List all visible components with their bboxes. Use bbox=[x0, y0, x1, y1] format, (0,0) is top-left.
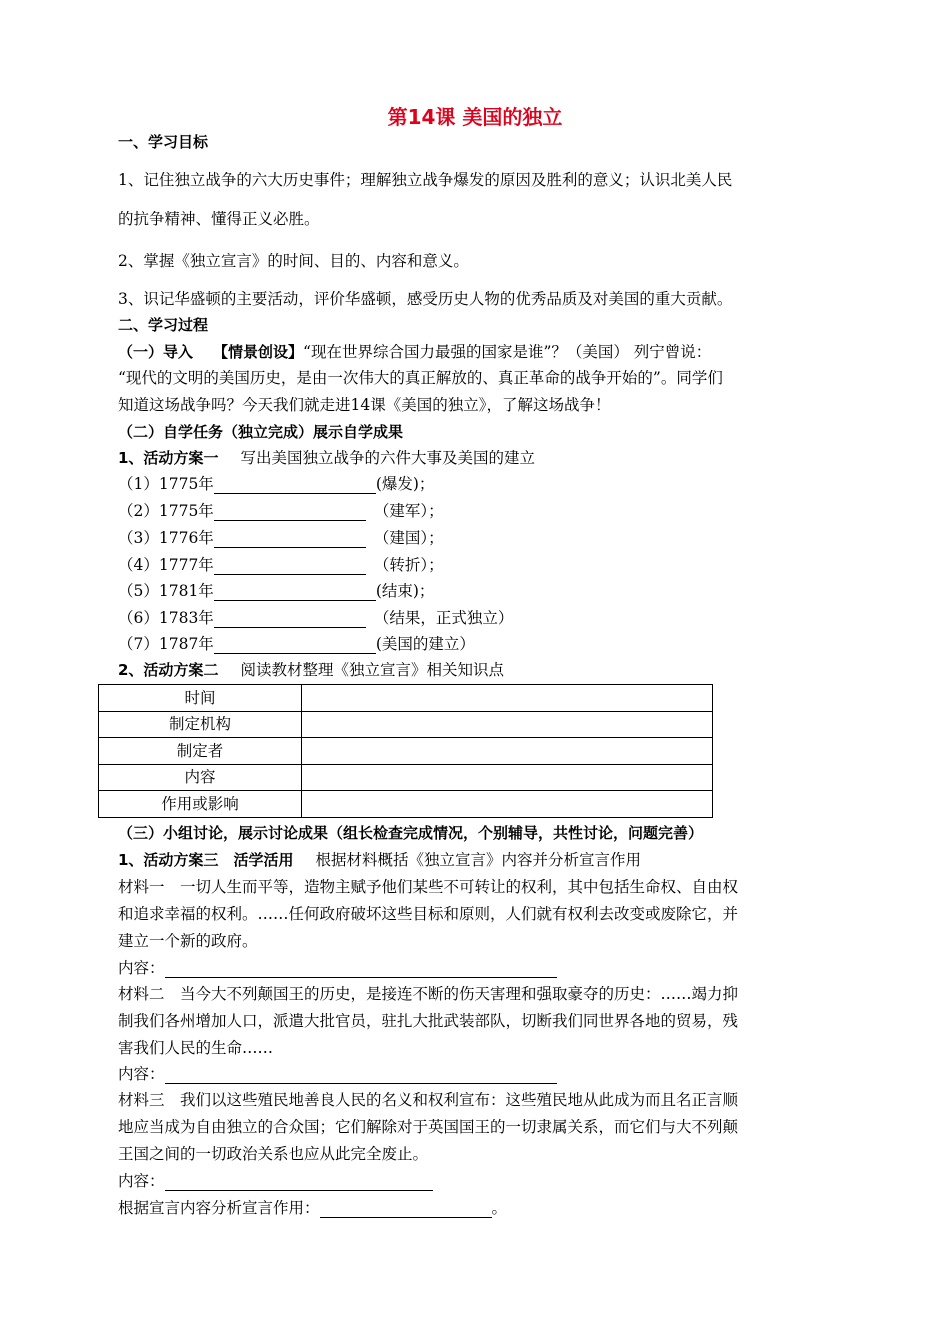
event-year: （6）1783年 bbox=[118, 609, 214, 627]
answer-blank[interactable] bbox=[214, 611, 366, 628]
goal1-line2: 的抗争精神、懂得正义必胜。 bbox=[118, 210, 320, 228]
answer-blank[interactable] bbox=[214, 558, 366, 575]
table-row bbox=[99, 738, 713, 765]
event-label: （转折）； bbox=[373, 556, 444, 574]
table-row-label: 制定者 bbox=[99, 738, 302, 765]
event-6 bbox=[118, 608, 513, 628]
part2-heading: （二）自学任务（独立完成）展示自学成果 bbox=[118, 423, 404, 441]
intro-line1 bbox=[118, 342, 711, 362]
answer-blank[interactable] bbox=[214, 584, 376, 601]
table-answer-cell[interactable] bbox=[302, 791, 713, 818]
answer-blank[interactable] bbox=[320, 1201, 492, 1218]
material2-line2: 制我们各州增加人口，派遣大批官员，驻扎大批武装部队，切断我们同世界各地的贸易，残 bbox=[118, 1012, 739, 1030]
intro-text1: “现在世界综合国力最强的国家是谁”？（美国） 列宁曾说： bbox=[303, 343, 712, 361]
declaration-table bbox=[98, 684, 713, 818]
event-year: （5）1781年 bbox=[118, 582, 214, 600]
analysis-label: 根据宣言内容分析宣言作用： bbox=[118, 1199, 320, 1217]
table-row bbox=[99, 764, 713, 791]
answer-blank[interactable] bbox=[214, 477, 376, 494]
event-7 bbox=[118, 634, 475, 654]
event-2 bbox=[118, 501, 444, 521]
table-answer-cell[interactable] bbox=[302, 738, 713, 765]
activity1-text: 写出美国独立战争的六件大事及美国的建立 bbox=[240, 449, 535, 467]
content-answer-2 bbox=[118, 1064, 557, 1084]
activity2-label: 2、活动方案二 bbox=[118, 661, 219, 679]
material3-line3: 王国之间的一切政治关系也应从此完全废止。 bbox=[118, 1145, 429, 1163]
table-answer-cell[interactable] bbox=[302, 764, 713, 791]
material3-line2: 地应当成为自由独立的合众国；它们解除对于英国国王的一切隶属关系，而它们与大不列颠 bbox=[118, 1118, 739, 1136]
content-label: 内容： bbox=[118, 1065, 165, 1083]
event-year: （1）1775年 bbox=[118, 475, 214, 493]
intro-label: （一）导入 bbox=[118, 343, 194, 361]
intro-line2: “现代的文明的美国历史，是由一次伟大的真正解放的、真正革命的战争开始的”。同学们 bbox=[118, 369, 723, 387]
activity2-line bbox=[118, 660, 504, 680]
event-year: （7）1787年 bbox=[118, 635, 214, 653]
event-3 bbox=[118, 528, 444, 548]
intro-line3: 知道这场战争吗？今天我们就走进14课《美国的独立》，了解这场战争！ bbox=[118, 396, 611, 414]
table-answer-cell[interactable] bbox=[302, 685, 713, 712]
table-row bbox=[99, 791, 713, 818]
table-row bbox=[99, 685, 713, 712]
goal2: 2、掌握《独立宣言》的时间、目的、内容和意义。 bbox=[118, 252, 469, 270]
answer-blank[interactable] bbox=[214, 504, 366, 521]
event-year: （4）1777年 bbox=[118, 556, 214, 574]
material2-line3: 害我们人民的生命…… bbox=[118, 1039, 274, 1057]
content-answer-1 bbox=[118, 958, 557, 978]
activity1-line bbox=[118, 448, 535, 468]
activity2-text: 阅读教材整理《独立宣言》相关知识点 bbox=[240, 661, 504, 679]
intro-tag: 【情景创设】 bbox=[213, 343, 304, 361]
event-year: （3）1776年 bbox=[118, 529, 214, 547]
event-label: (美国的建立） bbox=[375, 635, 475, 653]
answer-blank[interactable] bbox=[214, 531, 366, 548]
analysis-line bbox=[118, 1198, 507, 1218]
goal1-line1: 1、记住独立战争的六大历史事件；理解独立战争爆发的原因及胜利的意义；认识北美人民 bbox=[118, 171, 733, 189]
table-row-label: 内容 bbox=[99, 764, 302, 791]
content-answer-3 bbox=[118, 1171, 433, 1191]
event-label: (爆发)； bbox=[375, 475, 435, 493]
event-1 bbox=[118, 474, 434, 494]
content-label: 内容： bbox=[118, 1172, 165, 1190]
page-title: 第14课 美国的独立 bbox=[387, 105, 563, 129]
event-label: （建军）； bbox=[373, 502, 444, 520]
activity3-line bbox=[118, 850, 641, 870]
activity3-text: 根据材料概括《独立宣言》内容并分析宣言作用 bbox=[315, 851, 641, 869]
answer-blank[interactable] bbox=[165, 961, 557, 978]
answer-blank[interactable] bbox=[165, 1174, 433, 1191]
table-answer-cell[interactable] bbox=[302, 711, 713, 738]
section1-heading: 一、学习目标 bbox=[118, 133, 209, 151]
event-year: （2）1775年 bbox=[118, 502, 214, 520]
section2-heading: 二、学习过程 bbox=[118, 316, 209, 334]
material2-line1: 材料二 当今大不列颠国王的历史，是接连不断的伤天害理和强取豪夺的历史：……竭力抑 bbox=[118, 985, 739, 1003]
material3-line1: 材料三 我们以这些殖民地善良人民的名义和权利宣布：这些殖民地从此成为而且名正言顺 bbox=[118, 1091, 739, 1109]
table-row-label: 作用或影响 bbox=[99, 791, 302, 818]
event-label: （建国）； bbox=[373, 529, 444, 547]
event-5 bbox=[118, 581, 434, 601]
material1-line1: 材料一 一切人生而平等，造物主赋予他们某些不可转让的权利，其中包括生命权、自由权 bbox=[118, 878, 739, 896]
part3-heading: （三）小组讨论，展示讨论成果（组长检查完成情况，个别辅导，共性讨论，问题完善） bbox=[118, 824, 704, 842]
material1-line3: 建立一个新的政府。 bbox=[118, 932, 258, 950]
answer-blank[interactable] bbox=[214, 637, 376, 654]
event-label: (结束)； bbox=[375, 582, 435, 600]
activity3-label: 1、活动方案三 活学活用 bbox=[118, 851, 294, 869]
event-label: （结果，正式独立） bbox=[373, 609, 514, 627]
goal3: 3、识记华盛顿的主要活动，评价华盛顿，感受历史人物的优秀品质及对美国的重大贡献。 bbox=[118, 290, 733, 308]
activity1-label: 1、活动方案一 bbox=[118, 449, 219, 467]
content-label: 内容： bbox=[118, 959, 165, 977]
event-4 bbox=[118, 555, 444, 575]
table-row bbox=[99, 711, 713, 738]
material1-line2: 和追求幸福的权利。……任何政府破坏这些目标和原则，人们就有权利去改变或废除它，并 bbox=[118, 905, 739, 923]
table-row-label: 制定机构 bbox=[99, 711, 302, 738]
analysis-end: 。 bbox=[491, 1199, 508, 1217]
table-row-label: 时间 bbox=[99, 685, 302, 712]
answer-blank[interactable] bbox=[165, 1067, 557, 1084]
